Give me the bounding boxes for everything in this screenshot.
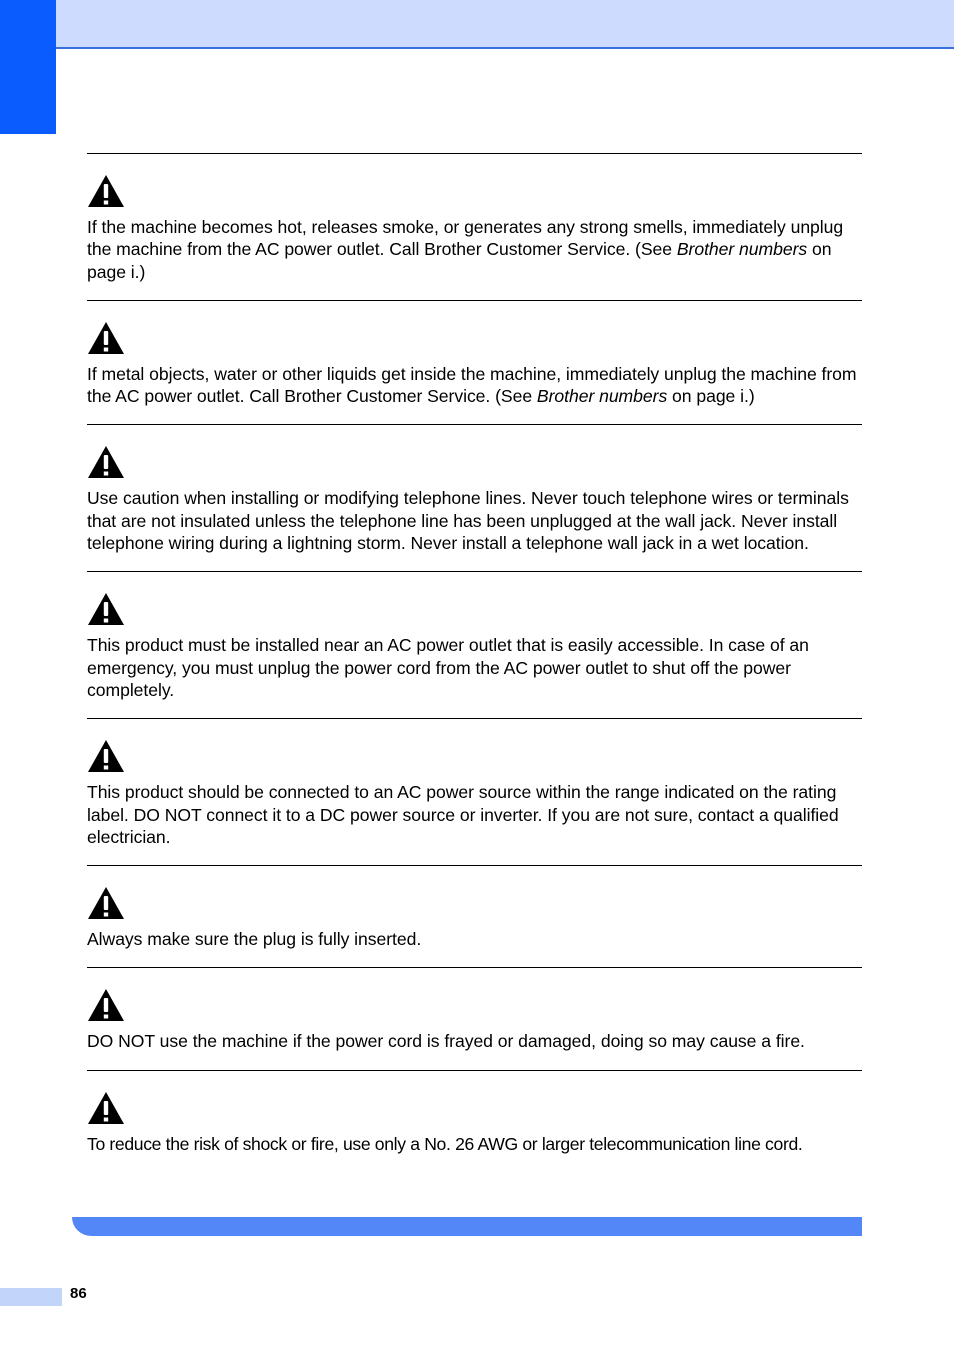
warning-text: This product must be installed near an AC power outlet that is easily accessible. In case of an emergency, you must unplug the power cord from the AC power outlet to shut off the power completely.: [87, 635, 809, 700]
warning-emphasis: Brother numbers: [536, 386, 668, 407]
warning-text: If the machine becomes hot, releases smoke, or generates any strong smells, immediately unplug the machine from the AC power outlet. Call Brother Customer Service. (See Brother numbers on page i.): [87, 217, 844, 282]
footer-tab: [0, 1288, 62, 1306]
warning-block: [87, 718, 862, 865]
warning-list: [87, 153, 862, 1172]
warning-text: If metal objects, water or other liquids get inside the machine, immediately unplug the machine from the AC power outlet. Call Brother Customer Service. (See Brother numbers on page i.): [87, 363, 857, 407]
warning-triangle-icon: [87, 445, 125, 479]
warning-triangle-icon: [87, 321, 125, 355]
warning-triangle-icon: [87, 886, 125, 920]
warning-block: [87, 424, 862, 571]
warning-triangle-icon: [87, 174, 125, 208]
warning-block: [87, 153, 862, 300]
page-number: 86: [70, 1285, 87, 1302]
warning-text: Always make sure the plug is fully inserted.: [87, 929, 422, 950]
header-band: [0, 0, 954, 49]
section-end-bar: [72, 1217, 862, 1236]
warning-text: Use caution when installing or modifying telephone lines. Never touch telephone wires or terminals that are not insulated unless the telephone line has been unplugged at the wall jack. Never install telephone wiring during a lightning storm. Never install a telephone wall jack in a wet location.: [87, 488, 849, 554]
warning-triangle-icon: [87, 739, 125, 773]
warning-block: [87, 967, 862, 1069]
warning-text: DO NOT use the machine if the power cord is frayed or damaged, doing so may cause a fire.: [87, 1031, 805, 1052]
warning-block: [87, 300, 862, 425]
warning-text: To reduce the risk of shock or fire, use only a No. 26 AWG or larger telecommunication line cord.: [87, 1133, 803, 1154]
chapter-tab: [0, 0, 56, 134]
warning-triangle-icon: [87, 592, 125, 626]
warning-emphasis: Brother numbers: [676, 239, 808, 260]
warning-block: [87, 571, 862, 718]
warning-triangle-icon: [87, 988, 125, 1022]
warning-triangle-icon: [87, 1091, 125, 1125]
warning-block: [87, 865, 862, 967]
warning-block: [87, 1070, 862, 1172]
warning-text: This product should be connected to an AC power source within the range indicated on the rating label. DO NOT connect it to a DC power source or inverter. If you are not sure, contact a qualified electrician.: [87, 782, 839, 847]
